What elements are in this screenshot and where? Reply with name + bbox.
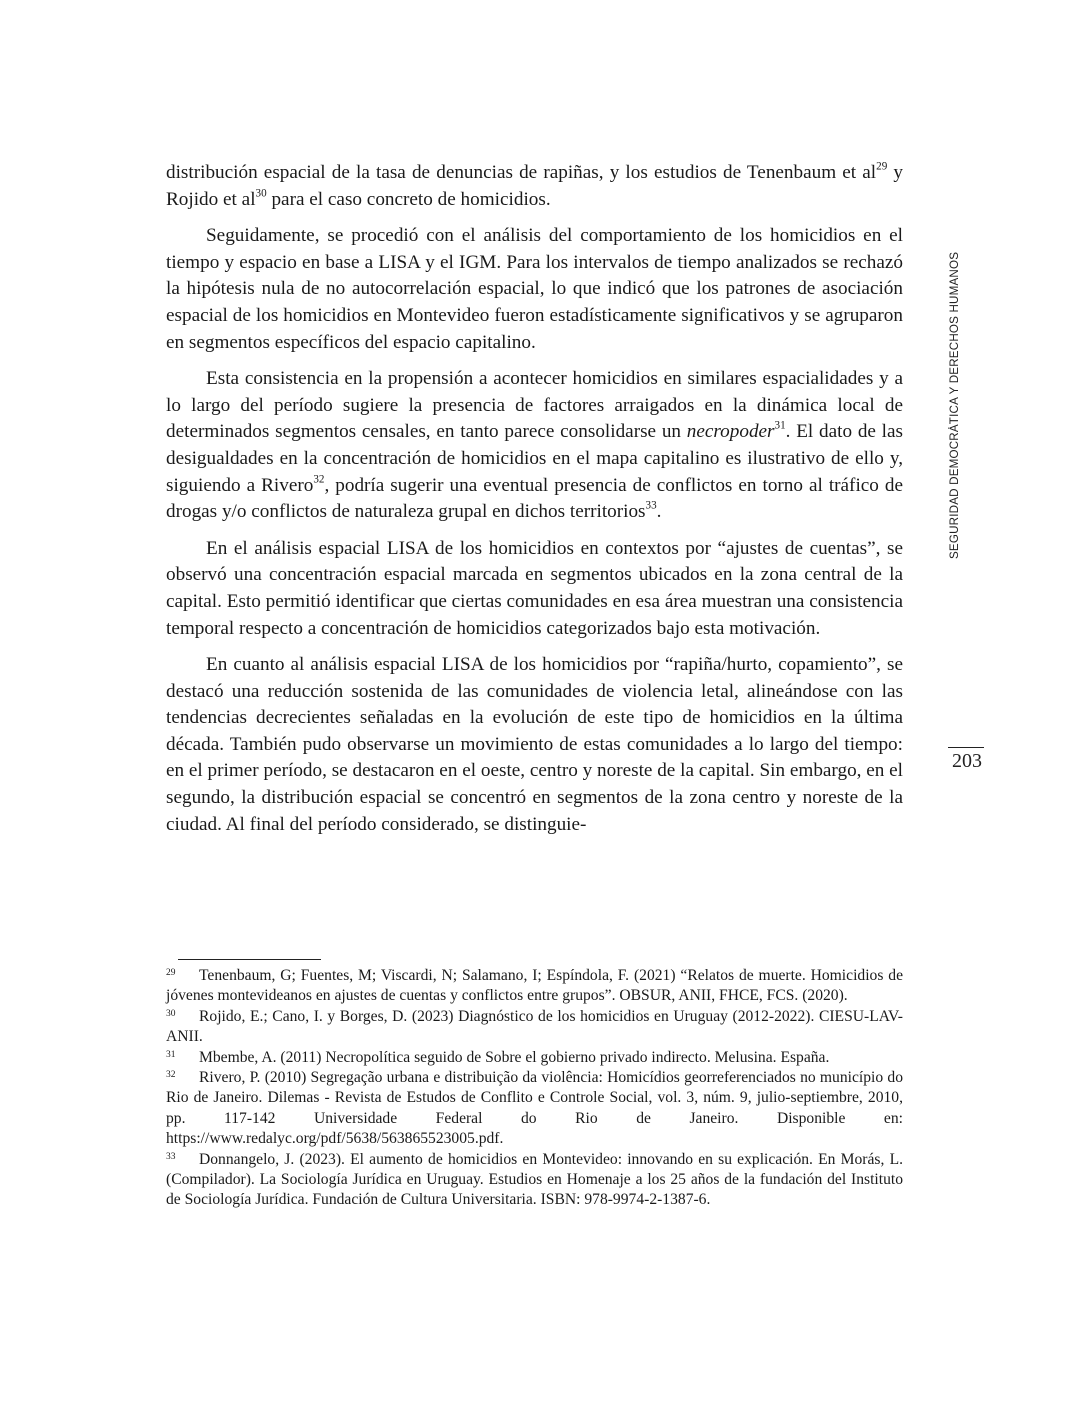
text-run: para el caso concreto de homicidios.	[266, 188, 551, 210]
running-title: SEGURIDAD DEMOCRÁTICA Y DERECHOS HUMANOS	[948, 251, 961, 559]
paragraph-2: Seguidamente, se procedió con el análisis del comportamiento de los homicidios en el tiempo y espacio en base a LISA y el IGM. Para los intervalos de tiempo analizados se rechazó la hipótesis nula de no autocorrelación espacial, lo que indicó que los patrones de asociación espacial de los homicidios en Montevideo fueron estadísticamente significativos y se agruparon en segmentos específicos del espacio capitalino.	[166, 225, 903, 353]
paragraph-3	[166, 366, 903, 526]
emphasis-necropoder: necropoder	[686, 421, 775, 443]
footnote-31: 31 Mbembe, A. (2011) Necropolítica seguido de Sobre el gobierno privado indirecto. Melusina. España.	[166, 1048, 830, 1066]
footnote-29: 29 Tenenbaum, G; Fuentes, M; Viscardi, N; Salamano, I; Espíndola, F. (2021) “Relatos de muerte. Homicidios de jóvenes montevideanos en ajustes de cuentas y conflictos entre grupos”. OBSUR, ANII, FHCE, FCS. (2020).	[166, 967, 903, 1005]
text-run: .	[656, 501, 662, 523]
footnote-text: Rivero, P. (2010) Segregação urbana e distribuição da violência: Homicídios georreferenciados no município do Rio de Janeiro. Dilemas - Revista de Estudos de Conflito e Controle Social, vol. 3, núm. 9, julio-septiembre, 2010, pp. 117-142 Universidade Federal do Rio de Janeiro. Disponible en: https://www.redalyc.org/pdf/5638/563865523005.pdf.	[166, 1069, 903, 1148]
paragraph-5: En cuanto al análisis espacial LISA de los homicidios por “rapiña/hurto, copamiento”, se destacó una reducción sostenida de las comunidades de violencia letal, alineándose con las tendencias decrecientes señaladas en la evolución de este tipo de homicidios en la última década. También pudo observarse un movimiento de estas comunidades a lo largo del tiempo: en el primer período, se destacaron en el oeste, centro y noreste de la capital. Sin embargo, en el segundo, la distribución espacial se concentró en segmentos de la zona centro y noreste de la ciudad. Al final del período considerado, se distinguie-	[166, 654, 904, 835]
footnote-separator	[178, 959, 321, 960]
footnote-32: 32 Rivero, P. (2010) Segregação urbana e distribuição da violência: Homicídios georreferenciados no município do Rio de Janeiro. Dilemas - Revista de Estudos de Conflito e Controle Social, vol. 3, núm. 9, julio-septiembre, 2010, pp. 117-142 Universidade Federal do Rio de Janeiro. Disponible en: https://www.redalyc.org/pdf/5638/563865523005.pdf.	[166, 1069, 903, 1148]
footnote-ref-30[interactable]: 30	[255, 187, 267, 200]
footnote-text: Rojido, E.; Cano, I. y Borges, D. (2023) Diagnóstico de los homicidios en Uruguay (2012-2022). CIESU-LAV-ANII.	[166, 1007, 903, 1046]
text-run: , podría sugerir una eventual presencia de conflictos en torno al tráfico de drogas y/o conflictos de naturaleza grupal en dichos territorios	[166, 474, 903, 523]
text-run: . El dato de las desigualdades en la concentración de homicidios en el mapa capitalino es ilustrativo de ello y, siguiendo a Rivero	[166, 421, 903, 496]
page-number-rule	[948, 747, 984, 748]
footnote-text: Donnangelo, J. (2023). El aumento de homicidios en Montevideo: innovando en su explicación. En Morás, L. (Compilador). La Sociología Jurídica en Uruguay. Estudios en Homenaje a los 25 años de la fundación del Instituto de Sociología Jurídica. Fundación de Cultura Universitaria. ISBN: 978-9974-2-1387-6.	[166, 1150, 903, 1209]
footnote-30: 30 Rojido, E.; Cano, I. y Borges, D. (2023) Diagnóstico de los homicidios en Uruguay (2012-2022). CIESU-LAV-ANII.	[166, 1007, 903, 1046]
footnote-text: Tenenbaum, G; Fuentes, M; Viscardi, N; Salamano, I; Espíndola, F. (2021) “Relatos de muerte. Homicidios de jóvenes montevideanos en ajustes de cuentas y conflictos entre grupos”. OBSUR, ANII, FHCE, FCS. (2020).	[166, 967, 903, 1005]
page-number: 203	[952, 750, 982, 772]
footnotes	[166, 966, 903, 1211]
paragraph-1	[166, 160, 903, 213]
footnote-ref-32[interactable]: 32	[313, 473, 325, 486]
text-run: Esta consistencia en la propensión a acontecer homicidios en similares espacialidades y a lo largo del período sugiere la presencia de factores arraigados en la dinámica local de determinados segmentos censales, en tanto parece consolidarse un	[166, 368, 903, 443]
paragraph-4: En el análisis espacial LISA de los homicidios en contextos por “ajustes de cuentas”, se observó una concentración espacial marcada en segmentos ubicados en la zona central de la capital. Esto permitió identificar que ciertas comunidades en esa área muestran una consistencia temporal respecto a concentración de homicidios categorizados bajo esta motivación.	[166, 537, 903, 639]
footnote-ref-31[interactable]: 31	[774, 420, 786, 432]
footnote-ref-29[interactable]: 29	[876, 160, 888, 173]
footnote-33: 33 Donnangelo, J. (2023). El aumento de homicidios en Montevideo: innovando en su explicación. En Morás, L. (Compilador). La Sociología Jurídica en Uruguay. Estudios en Homenaje a los 25 años de la fundación del Instituto de Sociología Jurídica. Fundación de Cultura Universitaria. ISBN: 978-9974-2-1387-6.	[166, 1150, 903, 1209]
footnote-text: Mbembe, A. (2011) Necropolítica seguido de Sobre el gobierno privado indirecto. Melusina. España.	[199, 1048, 830, 1066]
body-text	[166, 160, 903, 848]
text-run: y Rojido et al	[166, 162, 904, 210]
footnote-ref-33[interactable]: 33	[645, 499, 657, 512]
text-run: distribución espacial de la tasa de denuncias de rapiñas, y los estudios de Tenenbaum et al	[166, 162, 877, 183]
